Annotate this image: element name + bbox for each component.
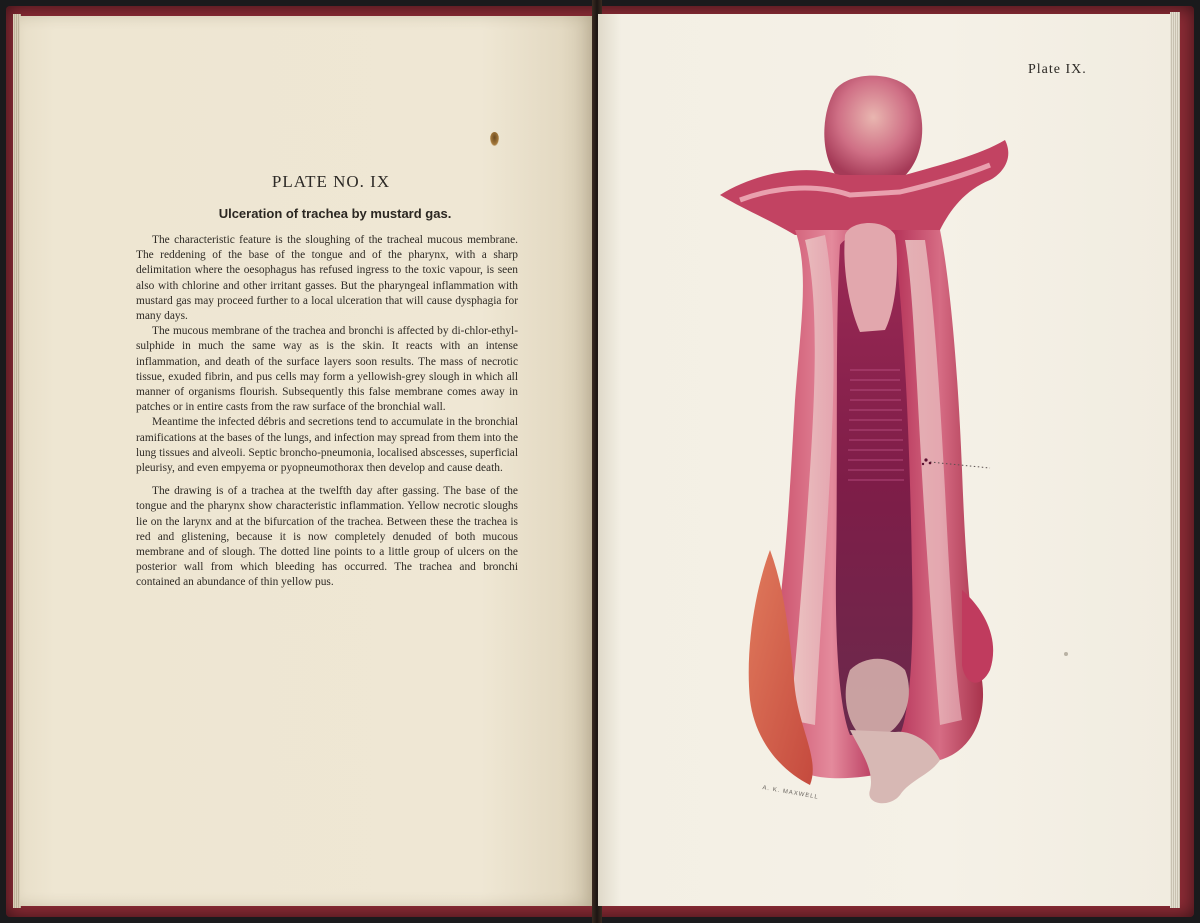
paper-stain	[490, 132, 499, 146]
right-page-edges	[1170, 12, 1180, 908]
plate-subtitle: Ulceration of trachea by mustard gas.	[218, 206, 452, 221]
paragraph-4: The drawing is of a trachea at the twelfth day after gassing. The base of the tongue and the pharynx show characteristic inflammation. Yellow necrotic sloughs lie on the larynx and at the bifurcation of the trachea. Between these the trachea is red and glistening, because it is now completely denuded of both mucous membrane and of slough. The dotted line points to a little group of ulcers on the posterior wall from which bleeding has occurred. The trachea and bronchi contained an abundance of thin yellow pus.	[136, 485, 518, 589]
paper-speck	[1064, 652, 1068, 656]
paragraph-3: Meantime the infected débris and secretions tend to accumulate in the bronchial ramifications at the bases of the lungs, and infection may spread from them into the lung tissues and alveoli. Septic broncho-pneumonia, localised abscesses, superficial pleurisy, and even empyema or pyopneumothorax then develop and cause death.	[136, 416, 518, 475]
paragraph-2: The mucous membrane of the trachea and bronchi is affected by di-chlor-ethyl-sulphide in much the same way as is the skin. It reacts with an intense inflammation, and death of the surface layers soon results. The mass of necrotic tissue, exuded fibrin, and pus cells may form a yellowish-grey slough in which all manner of organisms flourish. Subsequently this false membrane comes away in patches or in entire casts from the raw surface of the bronchial wall.	[136, 325, 518, 414]
trachea-illustration	[700, 70, 1030, 810]
plate-label: Plate IX.	[1028, 62, 1087, 77]
artist-signature: A. K. MAXWELL	[761, 785, 820, 801]
plate-heading: PLATE NO. IX	[271, 172, 391, 191]
plate-description	[136, 233, 518, 591]
paragraph-1: The characteristic feature is the sloughing of the tracheal mucous membrane. The reddening of the base of the tongue and of the pharynx, with a sharp delimitation where the oesophagus has refused ingress to the toxic vapour, is seen also with chlorine and other irritant gasses. But the pharyngeal inflammation with mustard gas may proceed further to a local ulceration that will cause dysphagia for many days.	[136, 234, 518, 323]
